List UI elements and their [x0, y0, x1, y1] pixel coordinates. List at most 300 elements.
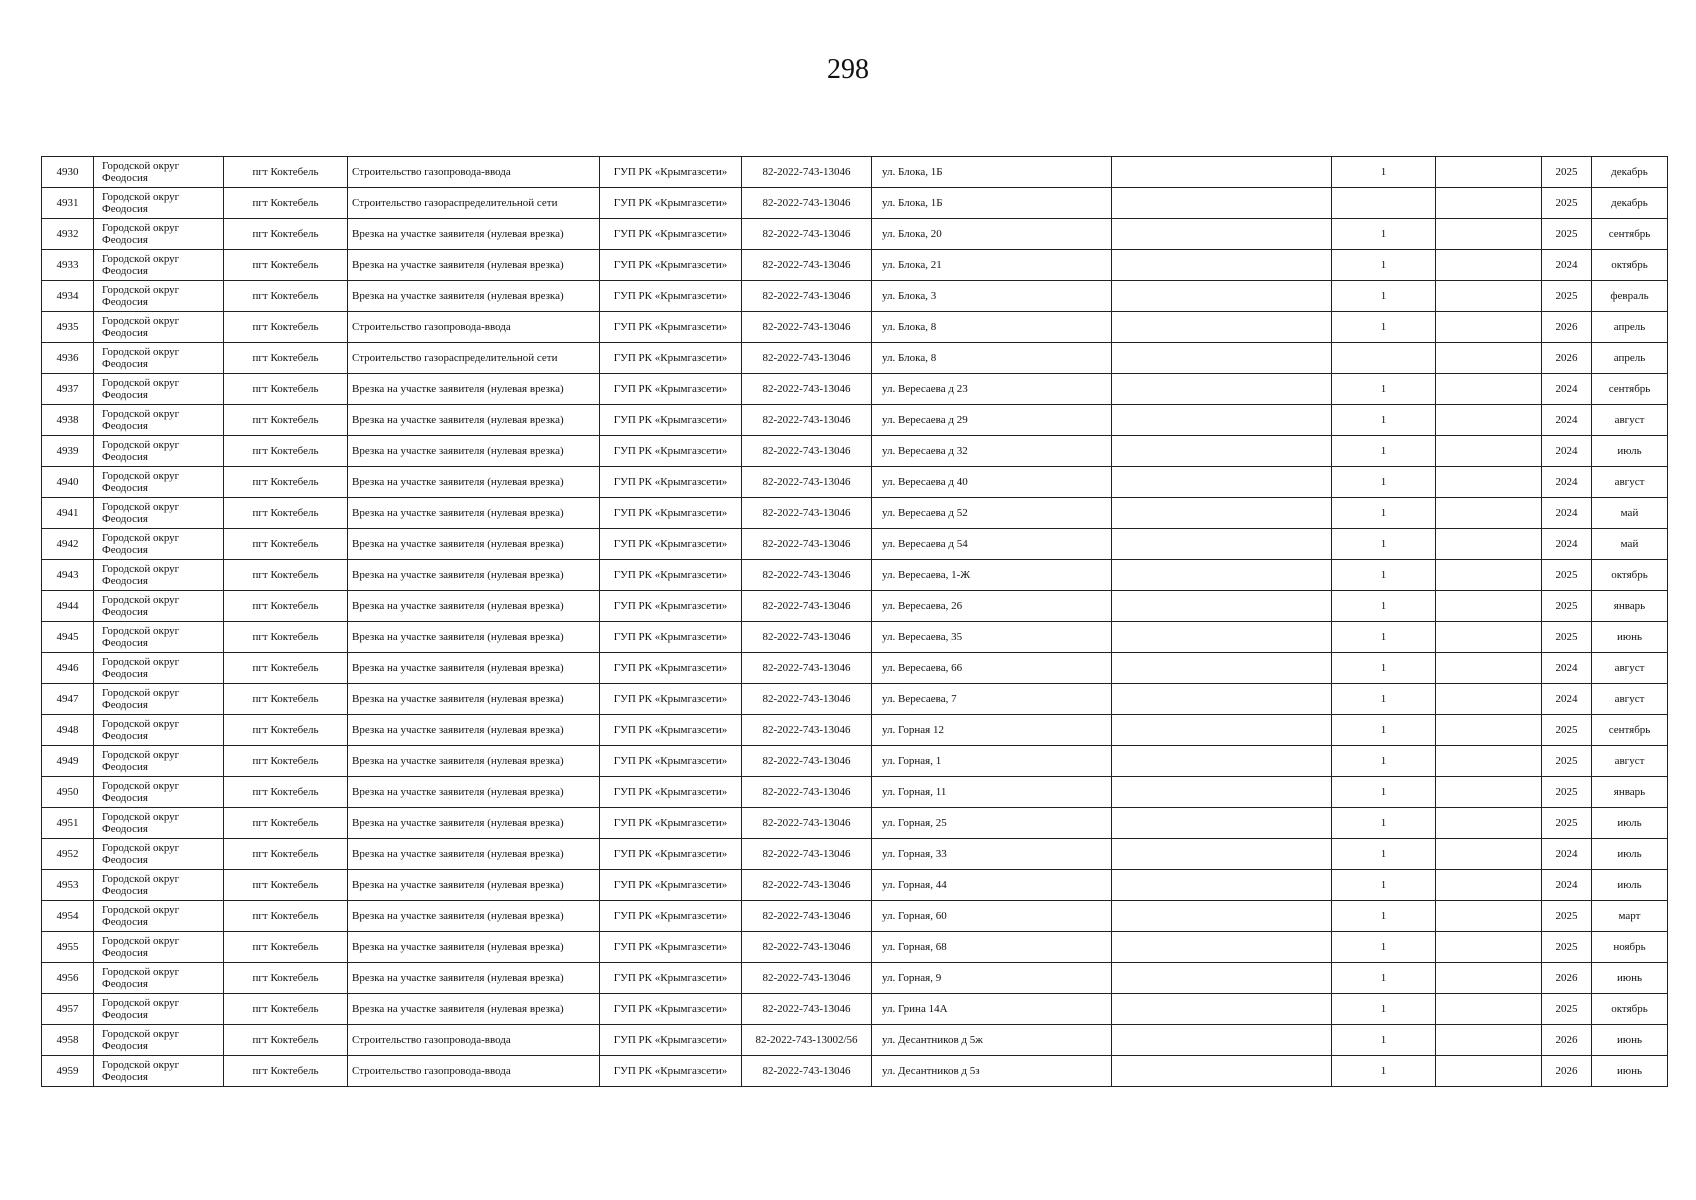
organization-cell: ГУП РК «Крымгазсети»	[600, 250, 742, 281]
page-number: 298	[827, 54, 869, 85]
extra-cell	[1436, 777, 1542, 808]
row-number: 4949	[42, 746, 94, 777]
work-type-cell: Врезка на участке заявителя (нулевая врезка)	[348, 436, 600, 467]
note-cell	[1112, 715, 1332, 746]
table-row	[42, 684, 1668, 715]
extra-cell	[1436, 715, 1542, 746]
municipality-cell: Городской округ Феодосия	[94, 498, 224, 529]
year-cell: 2025	[1542, 932, 1592, 963]
locality-cell: пгт Коктебель	[224, 777, 348, 808]
month-cell: сентябрь	[1592, 219, 1668, 250]
locality-cell: пгт Коктебель	[224, 250, 348, 281]
extra-cell	[1436, 684, 1542, 715]
month-cell: март	[1592, 901, 1668, 932]
quantity-cell: 1	[1332, 746, 1436, 777]
municipality-cell: Городской округ Феодосия	[94, 777, 224, 808]
municipality-cell: Городской округ Феодосия	[94, 312, 224, 343]
locality-cell: пгт Коктебель	[224, 746, 348, 777]
table-row	[42, 157, 1668, 188]
year-cell: 2026	[1542, 343, 1592, 374]
document-number-cell: 82-2022-743-13046	[742, 839, 872, 870]
quantity-cell: 1	[1332, 684, 1436, 715]
quantity-cell: 1	[1332, 436, 1436, 467]
note-cell	[1112, 219, 1332, 250]
note-cell	[1112, 343, 1332, 374]
table-row	[42, 901, 1668, 932]
document-number-cell: 82-2022-743-13046	[742, 591, 872, 622]
year-cell: 2024	[1542, 374, 1592, 405]
row-number: 4951	[42, 808, 94, 839]
document-number-cell: 82-2022-743-13046	[742, 467, 872, 498]
organization-cell: ГУП РК «Крымгазсети»	[600, 157, 742, 188]
note-cell	[1112, 374, 1332, 405]
extra-cell	[1436, 1025, 1542, 1056]
work-type-cell: Врезка на участке заявителя (нулевая врезка)	[348, 405, 600, 436]
note-cell	[1112, 591, 1332, 622]
table-body	[42, 157, 1668, 1087]
year-cell: 2024	[1542, 405, 1592, 436]
quantity-cell: 1	[1332, 622, 1436, 653]
document-number-cell: 82-2022-743-13046	[742, 498, 872, 529]
table-row	[42, 963, 1668, 994]
document-number-cell: 82-2022-743-13046	[742, 529, 872, 560]
address-cell: ул. Блока, 1Б	[872, 157, 1112, 188]
month-cell: февраль	[1592, 281, 1668, 312]
row-number: 4936	[42, 343, 94, 374]
address-cell: ул. Горная, 25	[872, 808, 1112, 839]
month-cell: октябрь	[1592, 250, 1668, 281]
municipality-cell: Городской округ Феодосия	[94, 467, 224, 498]
quantity-cell: 1	[1332, 157, 1436, 188]
extra-cell	[1436, 529, 1542, 560]
extra-cell	[1436, 405, 1542, 436]
row-number: 4941	[42, 498, 94, 529]
row-number: 4955	[42, 932, 94, 963]
extra-cell	[1436, 1056, 1542, 1087]
quantity-cell: 1	[1332, 901, 1436, 932]
note-cell	[1112, 653, 1332, 684]
work-type-cell: Врезка на участке заявителя (нулевая врезка)	[348, 653, 600, 684]
note-cell	[1112, 1056, 1332, 1087]
month-cell: июнь	[1592, 1025, 1668, 1056]
work-type-cell: Врезка на участке заявителя (нулевая врезка)	[348, 250, 600, 281]
organization-cell: ГУП РК «Крымгазсети»	[600, 343, 742, 374]
year-cell: 2026	[1542, 1025, 1592, 1056]
organization-cell: ГУП РК «Крымгазсети»	[600, 746, 742, 777]
year-cell: 2024	[1542, 467, 1592, 498]
row-number: 4959	[42, 1056, 94, 1087]
quantity-cell	[1332, 188, 1436, 219]
organization-cell: ГУП РК «Крымгазсети»	[600, 281, 742, 312]
extra-cell	[1436, 281, 1542, 312]
row-number: 4952	[42, 839, 94, 870]
document-number-cell: 82-2022-743-13046	[742, 622, 872, 653]
locality-cell: пгт Коктебель	[224, 901, 348, 932]
work-type-cell: Врезка на участке заявителя (нулевая врезка)	[348, 932, 600, 963]
organization-cell: ГУП РК «Крымгазсети»	[600, 777, 742, 808]
document-number-cell: 82-2022-743-13046	[742, 219, 872, 250]
month-cell: июль	[1592, 839, 1668, 870]
year-cell: 2024	[1542, 870, 1592, 901]
work-type-cell: Строительство газопровода-ввода	[348, 1025, 600, 1056]
year-cell: 2025	[1542, 901, 1592, 932]
quantity-cell: 1	[1332, 963, 1436, 994]
address-cell: ул. Вересаева, 66	[872, 653, 1112, 684]
organization-cell: ГУП РК «Крымгазсети»	[600, 963, 742, 994]
row-number: 4934	[42, 281, 94, 312]
address-cell: ул. Блока, 8	[872, 312, 1112, 343]
organization-cell: ГУП РК «Крымгазсети»	[600, 405, 742, 436]
extra-cell	[1436, 932, 1542, 963]
address-cell: ул. Блока, 21	[872, 250, 1112, 281]
month-cell: сентябрь	[1592, 715, 1668, 746]
quantity-cell: 1	[1332, 281, 1436, 312]
work-type-cell: Врезка на участке заявителя (нулевая врезка)	[348, 622, 600, 653]
month-cell: декабрь	[1592, 188, 1668, 219]
work-type-cell: Врезка на участке заявителя (нулевая врезка)	[348, 529, 600, 560]
extra-cell	[1436, 994, 1542, 1025]
work-type-cell: Строительство газопровода-ввода	[348, 312, 600, 343]
address-cell: ул. Десантников д 5ж	[872, 1025, 1112, 1056]
note-cell	[1112, 467, 1332, 498]
extra-cell	[1436, 622, 1542, 653]
document-number-cell: 82-2022-743-13046	[742, 901, 872, 932]
extra-cell	[1436, 901, 1542, 932]
year-cell: 2025	[1542, 219, 1592, 250]
month-cell: апрель	[1592, 343, 1668, 374]
year-cell: 2025	[1542, 560, 1592, 591]
work-type-cell: Врезка на участке заявителя (нулевая врезка)	[348, 963, 600, 994]
organization-cell: ГУП РК «Крымгазсети»	[600, 219, 742, 250]
municipality-cell: Городской округ Феодосия	[94, 808, 224, 839]
extra-cell	[1436, 560, 1542, 591]
row-number: 4937	[42, 374, 94, 405]
note-cell	[1112, 157, 1332, 188]
year-cell: 2025	[1542, 157, 1592, 188]
municipality-cell: Городской округ Феодосия	[94, 374, 224, 405]
municipality-cell: Городской округ Феодосия	[94, 870, 224, 901]
table-row	[42, 374, 1668, 405]
work-type-cell: Строительство газораспределительной сети	[348, 343, 600, 374]
municipality-cell: Городской округ Феодосия	[94, 746, 224, 777]
locality-cell: пгт Коктебель	[224, 994, 348, 1025]
address-cell: ул. Горная, 68	[872, 932, 1112, 963]
table-row	[42, 498, 1668, 529]
quantity-cell: 1	[1332, 870, 1436, 901]
row-number: 4938	[42, 405, 94, 436]
month-cell: июнь	[1592, 1056, 1668, 1087]
work-type-cell: Врезка на участке заявителя (нулевая врезка)	[348, 498, 600, 529]
work-type-cell: Врезка на участке заявителя (нулевая врезка)	[348, 715, 600, 746]
municipality-cell: Городской округ Феодосия	[94, 994, 224, 1025]
document-number-cell: 82-2022-743-13046	[742, 157, 872, 188]
municipality-cell: Городской округ Феодосия	[94, 157, 224, 188]
row-number: 4947	[42, 684, 94, 715]
year-cell: 2025	[1542, 281, 1592, 312]
year-cell: 2024	[1542, 250, 1592, 281]
note-cell	[1112, 281, 1332, 312]
quantity-cell: 1	[1332, 932, 1436, 963]
note-cell	[1112, 436, 1332, 467]
document-number-cell: 82-2022-743-13046	[742, 436, 872, 467]
organization-cell: ГУП РК «Крымгазсети»	[600, 932, 742, 963]
row-number: 4935	[42, 312, 94, 343]
quantity-cell: 1	[1332, 653, 1436, 684]
extra-cell	[1436, 312, 1542, 343]
table-row	[42, 1056, 1668, 1087]
row-number: 4933	[42, 250, 94, 281]
note-cell	[1112, 777, 1332, 808]
work-type-cell: Врезка на участке заявителя (нулевая врезка)	[348, 560, 600, 591]
month-cell: август	[1592, 653, 1668, 684]
row-number: 4957	[42, 994, 94, 1025]
municipality-cell: Городской округ Феодосия	[94, 343, 224, 374]
organization-cell: ГУП РК «Крымгазсети»	[600, 374, 742, 405]
extra-cell	[1436, 653, 1542, 684]
municipality-cell: Городской округ Феодосия	[94, 901, 224, 932]
table-row	[42, 808, 1668, 839]
municipality-cell: Городской округ Феодосия	[94, 591, 224, 622]
table-row	[42, 219, 1668, 250]
table-row	[42, 715, 1668, 746]
document-number-cell: 82-2022-743-13046	[742, 653, 872, 684]
organization-cell: ГУП РК «Крымгазсети»	[600, 622, 742, 653]
extra-cell	[1436, 343, 1542, 374]
locality-cell: пгт Коктебель	[224, 622, 348, 653]
row-number: 4930	[42, 157, 94, 188]
municipality-cell: Городской округ Феодосия	[94, 219, 224, 250]
locality-cell: пгт Коктебель	[224, 715, 348, 746]
note-cell	[1112, 405, 1332, 436]
document-number-cell: 82-2022-743-13046	[742, 281, 872, 312]
document-number-cell: 82-2022-743-13046	[742, 1056, 872, 1087]
document-number-cell: 82-2022-743-13046	[742, 963, 872, 994]
row-number: 4939	[42, 436, 94, 467]
note-cell	[1112, 808, 1332, 839]
table-row	[42, 343, 1668, 374]
month-cell: январь	[1592, 777, 1668, 808]
row-number: 4940	[42, 467, 94, 498]
note-cell	[1112, 684, 1332, 715]
locality-cell: пгт Коктебель	[224, 157, 348, 188]
quantity-cell: 1	[1332, 312, 1436, 343]
organization-cell: ГУП РК «Крымгазсети»	[600, 591, 742, 622]
year-cell: 2025	[1542, 994, 1592, 1025]
municipality-cell: Городской округ Феодосия	[94, 684, 224, 715]
municipality-cell: Городской округ Феодосия	[94, 653, 224, 684]
table-row	[42, 622, 1668, 653]
address-cell: ул. Вересаева д 40	[872, 467, 1112, 498]
address-cell: ул. Горная, 44	[872, 870, 1112, 901]
document-number-cell: 82-2022-743-13002/56	[742, 1025, 872, 1056]
work-type-cell: Врезка на участке заявителя (нулевая врезка)	[348, 901, 600, 932]
year-cell: 2025	[1542, 188, 1592, 219]
locality-cell: пгт Коктебель	[224, 436, 348, 467]
organization-cell: ГУП РК «Крымгазсети»	[600, 870, 742, 901]
address-cell: ул. Вересаева д 29	[872, 405, 1112, 436]
table-row	[42, 591, 1668, 622]
locality-cell: пгт Коктебель	[224, 498, 348, 529]
work-type-cell: Врезка на участке заявителя (нулевая врезка)	[348, 870, 600, 901]
quantity-cell	[1332, 343, 1436, 374]
document-number-cell: 82-2022-743-13046	[742, 250, 872, 281]
address-cell: ул. Вересаева д 54	[872, 529, 1112, 560]
address-cell: ул. Блока, 1Б	[872, 188, 1112, 219]
locality-cell: пгт Коктебель	[224, 932, 348, 963]
document-number-cell: 82-2022-743-13046	[742, 932, 872, 963]
locality-cell: пгт Коктебель	[224, 312, 348, 343]
address-cell: ул. Горная, 11	[872, 777, 1112, 808]
locality-cell: пгт Коктебель	[224, 1025, 348, 1056]
table-row	[42, 1025, 1668, 1056]
table-row	[42, 870, 1668, 901]
work-type-cell: Врезка на участке заявителя (нулевая врезка)	[348, 467, 600, 498]
year-cell: 2025	[1542, 808, 1592, 839]
table-row	[42, 436, 1668, 467]
note-cell	[1112, 994, 1332, 1025]
organization-cell: ГУП РК «Крымгазсети»	[600, 467, 742, 498]
extra-cell	[1436, 498, 1542, 529]
document-number-cell: 82-2022-743-13046	[742, 777, 872, 808]
organization-cell: ГУП РК «Крымгазсети»	[600, 1025, 742, 1056]
month-cell: август	[1592, 467, 1668, 498]
year-cell: 2024	[1542, 529, 1592, 560]
year-cell: 2026	[1542, 963, 1592, 994]
row-number: 4945	[42, 622, 94, 653]
year-cell: 2026	[1542, 1056, 1592, 1087]
quantity-cell: 1	[1332, 374, 1436, 405]
extra-cell	[1436, 591, 1542, 622]
document-number-cell: 82-2022-743-13046	[742, 374, 872, 405]
table-row	[42, 932, 1668, 963]
quantity-cell: 1	[1332, 777, 1436, 808]
locality-cell: пгт Коктебель	[224, 839, 348, 870]
quantity-cell: 1	[1332, 808, 1436, 839]
table-row	[42, 994, 1668, 1025]
locality-cell: пгт Коктебель	[224, 653, 348, 684]
document-number-cell: 82-2022-743-13046	[742, 560, 872, 591]
address-cell: ул. Горная, 33	[872, 839, 1112, 870]
note-cell	[1112, 870, 1332, 901]
work-type-cell: Врезка на участке заявителя (нулевая врезка)	[348, 777, 600, 808]
locality-cell: пгт Коктебель	[224, 467, 348, 498]
quantity-cell: 1	[1332, 467, 1436, 498]
address-cell: ул. Десантников д 5з	[872, 1056, 1112, 1087]
municipality-cell: Городской округ Феодосия	[94, 1025, 224, 1056]
year-cell: 2024	[1542, 653, 1592, 684]
year-cell: 2025	[1542, 591, 1592, 622]
table-row	[42, 405, 1668, 436]
address-cell: ул. Блока, 3	[872, 281, 1112, 312]
municipality-cell: Городской округ Феодосия	[94, 839, 224, 870]
locality-cell: пгт Коктебель	[224, 219, 348, 250]
organization-cell: ГУП РК «Крымгазсети»	[600, 498, 742, 529]
note-cell	[1112, 250, 1332, 281]
table-row	[42, 312, 1668, 343]
municipality-cell: Городской округ Феодосия	[94, 963, 224, 994]
municipality-cell: Городской округ Феодосия	[94, 1056, 224, 1087]
quantity-cell: 1	[1332, 250, 1436, 281]
table-row	[42, 777, 1668, 808]
locality-cell: пгт Коктебель	[224, 1056, 348, 1087]
locality-cell: пгт Коктебель	[224, 405, 348, 436]
month-cell: июнь	[1592, 963, 1668, 994]
extra-cell	[1436, 467, 1542, 498]
locality-cell: пгт Коктебель	[224, 188, 348, 219]
address-cell: ул. Горная 12	[872, 715, 1112, 746]
address-cell: ул. Горная, 1	[872, 746, 1112, 777]
table-row	[42, 746, 1668, 777]
work-type-cell: Врезка на участке заявителя (нулевая врезка)	[348, 994, 600, 1025]
month-cell: май	[1592, 498, 1668, 529]
table-row	[42, 250, 1668, 281]
address-cell: ул. Блока, 20	[872, 219, 1112, 250]
month-cell: август	[1592, 684, 1668, 715]
organization-cell: ГУП РК «Крымгазсети»	[600, 529, 742, 560]
work-type-cell: Врезка на участке заявителя (нулевая врезка)	[348, 684, 600, 715]
extra-cell	[1436, 250, 1542, 281]
locality-cell: пгт Коктебель	[224, 281, 348, 312]
note-cell	[1112, 498, 1332, 529]
quantity-cell: 1	[1332, 498, 1436, 529]
address-cell: ул. Вересаева, 35	[872, 622, 1112, 653]
organization-cell: ГУП РК «Крымгазсети»	[600, 188, 742, 219]
work-type-cell: Строительство газопровода-ввода	[348, 157, 600, 188]
extra-cell	[1436, 374, 1542, 405]
work-type-cell: Врезка на участке заявителя (нулевая врезка)	[348, 219, 600, 250]
note-cell	[1112, 1025, 1332, 1056]
year-cell: 2024	[1542, 684, 1592, 715]
month-cell: январь	[1592, 591, 1668, 622]
address-cell: ул. Горная, 9	[872, 963, 1112, 994]
work-type-cell: Врезка на участке заявителя (нулевая врезка)	[348, 374, 600, 405]
address-cell: ул. Вересаева д 32	[872, 436, 1112, 467]
document-number-cell: 82-2022-743-13046	[742, 715, 872, 746]
table-row	[42, 529, 1668, 560]
row-number: 4931	[42, 188, 94, 219]
row-number: 4942	[42, 529, 94, 560]
work-type-cell: Врезка на участке заявителя (нулевая врезка)	[348, 281, 600, 312]
locality-cell: пгт Коктебель	[224, 529, 348, 560]
year-cell: 2025	[1542, 622, 1592, 653]
month-cell: июнь	[1592, 622, 1668, 653]
month-cell: декабрь	[1592, 157, 1668, 188]
table-row	[42, 560, 1668, 591]
note-cell	[1112, 839, 1332, 870]
extra-cell	[1436, 839, 1542, 870]
month-cell: июль	[1592, 808, 1668, 839]
organization-cell: ГУП РК «Крымгазсети»	[600, 436, 742, 467]
month-cell: октябрь	[1592, 560, 1668, 591]
locality-cell: пгт Коктебель	[224, 374, 348, 405]
locality-cell: пгт Коктебель	[224, 591, 348, 622]
extra-cell	[1436, 963, 1542, 994]
locality-cell: пгт Коктебель	[224, 560, 348, 591]
address-cell: ул. Горная, 60	[872, 901, 1112, 932]
month-cell: октябрь	[1592, 994, 1668, 1025]
work-type-cell: Врезка на участке заявителя (нулевая врезка)	[348, 839, 600, 870]
document-number-cell: 82-2022-743-13046	[742, 808, 872, 839]
month-cell: май	[1592, 529, 1668, 560]
month-cell: апрель	[1592, 312, 1668, 343]
year-cell: 2025	[1542, 746, 1592, 777]
address-cell: ул. Грина 14А	[872, 994, 1112, 1025]
month-cell: июль	[1592, 870, 1668, 901]
document-number-cell: 82-2022-743-13046	[742, 994, 872, 1025]
month-cell: август	[1592, 405, 1668, 436]
work-type-cell: Строительство газопровода-ввода	[348, 1056, 600, 1087]
table-row	[42, 653, 1668, 684]
